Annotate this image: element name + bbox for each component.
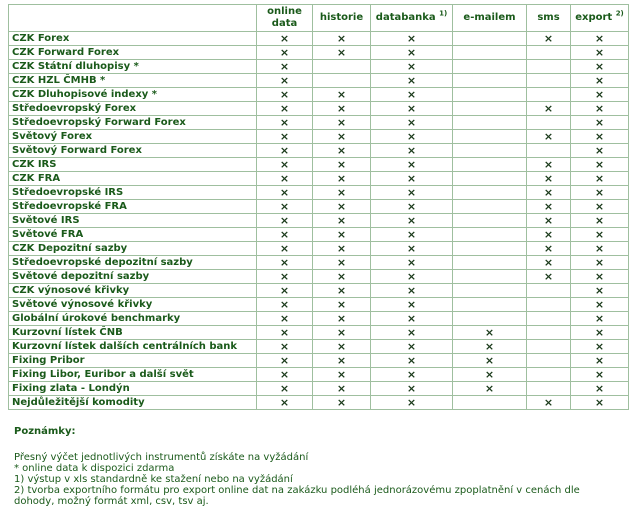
table-row	[9, 88, 629, 102]
availability-mark: ×	[257, 32, 313, 46]
availability-mark: ×	[527, 270, 571, 284]
column-footnote-ref: 2)	[615, 9, 624, 18]
row-label: Středoevropský Forex	[9, 102, 257, 116]
availability-mark: ×	[313, 354, 371, 368]
availability-mark: ×	[313, 186, 371, 200]
table-row	[9, 214, 629, 228]
column-header	[371, 5, 453, 32]
empty-cell	[453, 186, 527, 200]
availability-mark: ×	[527, 130, 571, 144]
availability-mark: ×	[371, 102, 453, 116]
availability-mark: ×	[571, 256, 629, 270]
empty-cell	[453, 214, 527, 228]
empty-cell	[527, 144, 571, 158]
table-row	[9, 102, 629, 116]
availability-mark: ×	[313, 368, 371, 382]
availability-mark: ×	[257, 368, 313, 382]
availability-mark: ×	[371, 116, 453, 130]
availability-mark: ×	[313, 130, 371, 144]
availability-mark: ×	[571, 228, 629, 242]
availability-mark: ×	[313, 242, 371, 256]
column-header	[527, 5, 571, 32]
availability-mark: ×	[571, 284, 629, 298]
row-label: Fixing zlata - Londýn	[9, 382, 257, 396]
empty-cell	[527, 74, 571, 88]
notes-section	[14, 426, 622, 507]
availability-mark: ×	[527, 396, 571, 410]
empty-cell	[527, 116, 571, 130]
table-row	[9, 46, 629, 60]
availability-mark: ×	[527, 172, 571, 186]
empty-cell	[453, 60, 527, 74]
availability-mark: ×	[257, 88, 313, 102]
availability-mark: ×	[371, 382, 453, 396]
availability-mark: ×	[571, 354, 629, 368]
availability-mark: ×	[313, 158, 371, 172]
row-label: CZK Státní dluhopisy *	[9, 60, 257, 74]
availability-mark: ×	[527, 228, 571, 242]
availability-mark: ×	[571, 144, 629, 158]
availability-mark: ×	[571, 270, 629, 284]
column-header-label: data	[271, 18, 298, 29]
table-row	[9, 228, 629, 242]
availability-mark: ×	[453, 368, 527, 382]
availability-mark: ×	[257, 214, 313, 228]
availability-mark: ×	[371, 144, 453, 158]
availability-mark: ×	[571, 46, 629, 60]
row-label: Světové IRS	[9, 214, 257, 228]
availability-mark: ×	[527, 32, 571, 46]
availability-mark: ×	[313, 298, 371, 312]
empty-cell	[453, 298, 527, 312]
empty-cell	[453, 270, 527, 284]
table-row	[9, 368, 629, 382]
empty-cell	[453, 242, 527, 256]
availability-mark: ×	[453, 354, 527, 368]
availability-mark: ×	[313, 284, 371, 298]
row-label: CZK Forward Forex	[9, 46, 257, 60]
availability-mark: ×	[571, 74, 629, 88]
availability-mark: ×	[371, 396, 453, 410]
row-label: CZK Forex	[9, 32, 257, 46]
availability-mark: ×	[257, 354, 313, 368]
row-label: Světový Forward Forex	[9, 144, 257, 158]
empty-cell	[453, 256, 527, 270]
note-line: * online data k dispozici zdarma	[14, 463, 175, 474]
empty-cell	[453, 116, 527, 130]
empty-cell	[527, 354, 571, 368]
header-corner	[9, 5, 257, 32]
note-line: Přesný výčet jednotlivých instrumentů získáte na vyžádání	[14, 452, 309, 463]
availability-mark: ×	[571, 326, 629, 340]
table-row	[9, 74, 629, 88]
row-label: CZK výnosové křivky	[9, 284, 257, 298]
table-row	[9, 172, 629, 186]
availability-mark: ×	[571, 396, 629, 410]
table-row	[9, 130, 629, 144]
availability-mark: ×	[371, 74, 453, 88]
availability-mark: ×	[257, 74, 313, 88]
column-header-label: export	[575, 12, 613, 23]
availability-mark: ×	[571, 298, 629, 312]
availability-mark: ×	[371, 326, 453, 340]
table-row	[9, 298, 629, 312]
availability-mark: ×	[571, 130, 629, 144]
row-label: CZK Depozitní sazby	[9, 242, 257, 256]
empty-cell	[453, 200, 527, 214]
availability-mark: ×	[257, 158, 313, 172]
row-label: Fixing Pribor	[9, 354, 257, 368]
empty-cell	[453, 158, 527, 172]
table-row	[9, 32, 629, 46]
availability-mark: ×	[371, 228, 453, 242]
availability-mark: ×	[313, 88, 371, 102]
empty-cell	[453, 228, 527, 242]
availability-mark: ×	[313, 382, 371, 396]
availability-mark: ×	[313, 270, 371, 284]
availability-mark: ×	[527, 256, 571, 270]
availability-mark: ×	[257, 200, 313, 214]
availability-mark: ×	[527, 200, 571, 214]
row-label: Nejdůležitější komodity	[9, 396, 257, 410]
availability-mark: ×	[371, 172, 453, 186]
table-row	[9, 116, 629, 130]
availability-mark: ×	[257, 340, 313, 354]
row-label: Světové FRA	[9, 228, 257, 242]
availability-mark: ×	[257, 284, 313, 298]
empty-cell	[453, 46, 527, 60]
services-table	[8, 4, 629, 410]
availability-mark: ×	[371, 368, 453, 382]
header-row	[9, 5, 629, 32]
empty-cell	[527, 382, 571, 396]
empty-cell	[453, 396, 527, 410]
availability-mark: ×	[571, 172, 629, 186]
column-header-label: online	[267, 6, 302, 17]
note-line: 1) výstup v xls standardně ke stažení nebo na vyžádání	[14, 474, 293, 485]
availability-mark: ×	[257, 116, 313, 130]
column-header-label: historie	[319, 12, 364, 23]
availability-mark: ×	[371, 32, 453, 46]
table-row	[9, 60, 629, 74]
availability-mark: ×	[257, 130, 313, 144]
empty-cell	[453, 130, 527, 144]
availability-mark: ×	[257, 256, 313, 270]
row-label: CZK HZL ČMHB *	[9, 74, 257, 88]
availability-mark: ×	[313, 116, 371, 130]
availability-mark: ×	[257, 60, 313, 74]
availability-mark: ×	[313, 214, 371, 228]
availability-mark: ×	[371, 340, 453, 354]
table-row	[9, 256, 629, 270]
table-row	[9, 326, 629, 340]
row-label: Středoevropské depozitní sazby	[9, 256, 257, 270]
note-line: 2) tvorba exportního formátu pro export online dat na zakázku podléhá jednorázovému zpoplatnění v cenách dle dohody, možný formát xml, csv, tsv aj.	[14, 485, 580, 507]
empty-cell	[453, 74, 527, 88]
availability-mark: ×	[313, 172, 371, 186]
availability-mark: ×	[257, 228, 313, 242]
availability-mark: ×	[257, 102, 313, 116]
availability-mark: ×	[453, 326, 527, 340]
availability-mark: ×	[371, 186, 453, 200]
availability-mark: ×	[313, 396, 371, 410]
availability-mark: ×	[257, 382, 313, 396]
availability-mark: ×	[257, 242, 313, 256]
table-row	[9, 270, 629, 284]
table-row	[9, 312, 629, 326]
availability-mark: ×	[571, 186, 629, 200]
availability-mark: ×	[257, 312, 313, 326]
availability-mark: ×	[571, 88, 629, 102]
availability-mark: ×	[313, 326, 371, 340]
availability-mark: ×	[571, 312, 629, 326]
empty-cell	[527, 88, 571, 102]
column-header	[313, 5, 371, 32]
table-row	[9, 284, 629, 298]
row-label: Světové depozitní sazby	[9, 270, 257, 284]
empty-cell	[527, 312, 571, 326]
availability-mark: ×	[257, 144, 313, 158]
availability-mark: ×	[257, 172, 313, 186]
availability-mark: ×	[527, 186, 571, 200]
availability-mark: ×	[313, 228, 371, 242]
column-header-label: sms	[537, 12, 560, 23]
availability-mark: ×	[571, 368, 629, 382]
availability-mark: ×	[371, 46, 453, 60]
availability-mark: ×	[571, 200, 629, 214]
availability-mark: ×	[313, 312, 371, 326]
availability-mark: ×	[371, 60, 453, 74]
notes-title: Poznámky:	[14, 426, 76, 437]
empty-cell	[313, 60, 371, 74]
table-row	[9, 158, 629, 172]
availability-mark: ×	[571, 102, 629, 116]
table-row	[9, 144, 629, 158]
empty-cell	[527, 60, 571, 74]
availability-mark: ×	[257, 396, 313, 410]
table-row	[9, 354, 629, 368]
availability-mark: ×	[313, 102, 371, 116]
table-body	[9, 32, 629, 410]
row-label: CZK Dluhopisové indexy *	[9, 88, 257, 102]
empty-cell	[527, 298, 571, 312]
availability-mark: ×	[571, 340, 629, 354]
row-label: Kurzovní lístek dalších centrálních bank	[9, 340, 257, 354]
availability-mark: ×	[571, 214, 629, 228]
column-footnote-ref: 1)	[439, 9, 448, 18]
table-row	[9, 186, 629, 200]
empty-cell	[527, 340, 571, 354]
availability-mark: ×	[527, 242, 571, 256]
availability-mark: ×	[257, 270, 313, 284]
column-header	[571, 5, 629, 32]
availability-mark: ×	[313, 256, 371, 270]
column-header-label: e-mailem	[463, 12, 516, 23]
empty-cell	[453, 102, 527, 116]
empty-cell	[527, 326, 571, 340]
empty-cell	[453, 172, 527, 186]
table-row	[9, 396, 629, 410]
column-header	[453, 5, 527, 32]
empty-cell	[313, 74, 371, 88]
row-label: Světový Forex	[9, 130, 257, 144]
availability-mark: ×	[371, 214, 453, 228]
availability-mark: ×	[371, 130, 453, 144]
availability-mark: ×	[571, 116, 629, 130]
row-label: Středoevropský Forward Forex	[9, 116, 257, 130]
availability-mark: ×	[371, 158, 453, 172]
empty-cell	[527, 46, 571, 60]
notes-lines	[14, 452, 622, 507]
availability-mark: ×	[371, 312, 453, 326]
empty-cell	[453, 284, 527, 298]
table-row	[9, 382, 629, 396]
availability-mark: ×	[313, 32, 371, 46]
table-row	[9, 340, 629, 354]
row-label: Fixing Libor, Euribor a další svět	[9, 368, 257, 382]
table-row	[9, 200, 629, 214]
row-label: CZK IRS	[9, 158, 257, 172]
availability-mark: ×	[527, 214, 571, 228]
availability-mark: ×	[313, 200, 371, 214]
availability-mark: ×	[453, 340, 527, 354]
availability-mark: ×	[371, 284, 453, 298]
row-label: Kurzovní lístek ČNB	[9, 326, 257, 340]
availability-mark: ×	[371, 270, 453, 284]
empty-cell	[453, 32, 527, 46]
availability-mark: ×	[257, 186, 313, 200]
availability-mark: ×	[257, 46, 313, 60]
availability-mark: ×	[371, 256, 453, 270]
row-label: Globální úrokové benchmarky	[9, 312, 257, 326]
availability-mark: ×	[527, 158, 571, 172]
availability-mark: ×	[571, 60, 629, 74]
availability-mark: ×	[371, 298, 453, 312]
availability-mark: ×	[571, 242, 629, 256]
availability-mark: ×	[257, 298, 313, 312]
column-header-label: databanka	[375, 12, 436, 23]
availability-mark: ×	[571, 382, 629, 396]
row-label: Středoevropské IRS	[9, 186, 257, 200]
column-header	[257, 5, 313, 32]
availability-mark: ×	[371, 200, 453, 214]
availability-mark: ×	[371, 354, 453, 368]
availability-mark: ×	[313, 46, 371, 60]
empty-cell	[453, 88, 527, 102]
empty-cell	[527, 368, 571, 382]
row-label: Světové výnosové křivky	[9, 298, 257, 312]
empty-cell	[527, 284, 571, 298]
availability-mark: ×	[527, 102, 571, 116]
availability-mark: ×	[313, 340, 371, 354]
empty-cell	[453, 312, 527, 326]
row-label: CZK FRA	[9, 172, 257, 186]
availability-mark: ×	[571, 158, 629, 172]
availability-mark: ×	[257, 326, 313, 340]
table-row	[9, 242, 629, 256]
availability-mark: ×	[371, 242, 453, 256]
row-label: Středoevropské FRA	[9, 200, 257, 214]
empty-cell	[453, 144, 527, 158]
availability-mark: ×	[313, 144, 371, 158]
availability-mark: ×	[371, 88, 453, 102]
availability-mark: ×	[453, 382, 527, 396]
availability-mark: ×	[571, 32, 629, 46]
